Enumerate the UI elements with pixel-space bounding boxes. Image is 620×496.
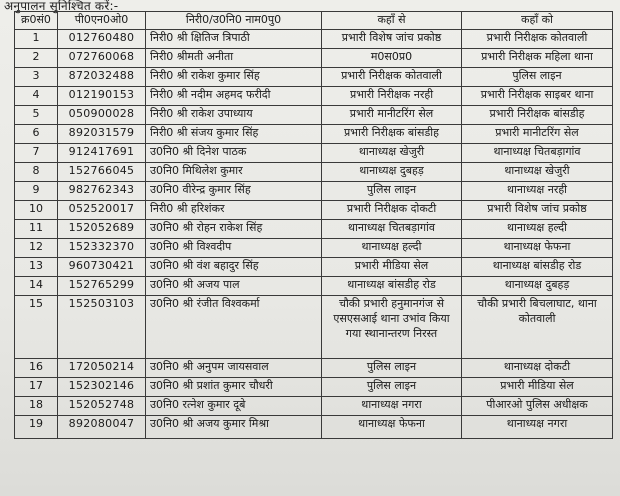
- from-location-cell: प्रभारी मीडिया सेल: [322, 258, 462, 277]
- pno-cell: 152332370: [58, 239, 146, 258]
- table-row: [15, 68, 613, 87]
- name-cell: उ0नि0 श्री विश्वदीप: [146, 239, 322, 258]
- header-from: कहाँ से: [322, 12, 462, 30]
- from-location-cell: चौकी प्रभारी हनुमानगंज से एसएसआई थाना उभांव किया गया स्थानान्तरण निरस्त: [322, 296, 462, 359]
- from-location-cell: प्रभारी निरीक्षक दोकटी: [322, 201, 462, 220]
- to-location-cell: प्रभारी निरीक्षक बांसडीह: [462, 106, 613, 125]
- compliance-heading: अनुपालन सुनिश्चित करें:-: [4, 0, 119, 13]
- to-location-cell: थानाध्यक्ष नगरा: [462, 416, 613, 439]
- transfer-table: [14, 11, 613, 439]
- table-row: [15, 182, 613, 201]
- table-row: [15, 106, 613, 125]
- from-location-cell: म0स0प्र0: [322, 49, 462, 68]
- from-location-cell: प्रभारी निरीक्षक नरही: [322, 87, 462, 106]
- table-row: [15, 397, 613, 416]
- name-cell: निरी0 श्री क्षितिज त्रिपाठी: [146, 30, 322, 49]
- from-location-cell: थानाध्यक्ष नगरा: [322, 397, 462, 416]
- name-cell: उ0नि0 श्री रोहन राकेश सिंह: [146, 220, 322, 239]
- name-cell: उ0नि0 श्री अजय कुमार मिश्रा: [146, 416, 322, 439]
- serial-no-cell: 16: [15, 359, 58, 378]
- table-row: [15, 220, 613, 239]
- from-location-cell: पुलिस लाइन: [322, 359, 462, 378]
- pno-cell: 892080047: [58, 416, 146, 439]
- table-row: [15, 359, 613, 378]
- from-location-cell: प्रभारी निरीक्षक बांसडीह: [322, 125, 462, 144]
- header-rank-name: निरी0/उ0नि0 नाम0पु0: [146, 12, 322, 30]
- serial-no-cell: 3: [15, 68, 58, 87]
- from-location-cell: प्रभारी विशेष जांच प्रकोष्ठ: [322, 30, 462, 49]
- serial-no-cell: 14: [15, 277, 58, 296]
- serial-no-cell: 19: [15, 416, 58, 439]
- from-location-cell: थानाध्यक्ष हल्दी: [322, 239, 462, 258]
- name-cell: उ0नि0 श्री प्रशांत कुमार चौधरी: [146, 378, 322, 397]
- from-location-cell: प्रभारी मानीटरिंग सेल: [322, 106, 462, 125]
- pno-cell: 052520017: [58, 201, 146, 220]
- name-cell: उ0नि0 श्री अजय पाल: [146, 277, 322, 296]
- name-cell: निरी0 श्री राकेश कुमार सिंह: [146, 68, 322, 87]
- pno-cell: 912417691: [58, 144, 146, 163]
- pno-cell: 072760068: [58, 49, 146, 68]
- header-pno: पी0एन0ओ0: [58, 12, 146, 30]
- table-row: [15, 258, 613, 277]
- to-location-cell: थानाध्यक्ष हल्दी: [462, 220, 613, 239]
- to-location-cell: थानाध्यक्ष नरही: [462, 182, 613, 201]
- pno-cell: 960730421: [58, 258, 146, 277]
- to-location-cell: थानाध्यक्ष फेफना: [462, 239, 613, 258]
- from-location-cell: पुलिस लाइन: [322, 182, 462, 201]
- table-row: [15, 30, 613, 49]
- to-location-cell: थानाध्यक्ष बांसडीह रोड: [462, 258, 613, 277]
- serial-no-cell: 8: [15, 163, 58, 182]
- serial-no-cell: 4: [15, 87, 58, 106]
- to-location-cell: थानाध्यक्ष खेजुरी: [462, 163, 613, 182]
- table-row: [15, 163, 613, 182]
- pno-cell: 152503103: [58, 296, 146, 359]
- to-location-cell: पीआरओ पुलिस अधीक्षक: [462, 397, 613, 416]
- name-cell: निरी0 श्री राकेश उपाध्याय: [146, 106, 322, 125]
- serial-no-cell: 12: [15, 239, 58, 258]
- pno-cell: 152052689: [58, 220, 146, 239]
- header-to: कहाँ को: [462, 12, 613, 30]
- name-cell: निरी0 श्री हरिशंकर: [146, 201, 322, 220]
- table-row: [15, 144, 613, 163]
- serial-no-cell: 10: [15, 201, 58, 220]
- name-cell: उ0नि0 श्री रंजीत विश्वकर्मा: [146, 296, 322, 359]
- table-header-row: [15, 12, 613, 30]
- to-location-cell: थानाध्यक्ष चितबड़ागांव: [462, 144, 613, 163]
- pno-cell: 172050214: [58, 359, 146, 378]
- table-row: [15, 296, 613, 359]
- from-location-cell: पुलिस लाइन: [322, 378, 462, 397]
- serial-no-cell: 9: [15, 182, 58, 201]
- from-location-cell: थानाध्यक्ष बांसडीह रोड: [322, 277, 462, 296]
- name-cell: उ0नि0 मिथिलेश कुमार: [146, 163, 322, 182]
- to-location-cell: प्रभारी मानीटरिंग सेल: [462, 125, 613, 144]
- to-location-cell: थानाध्यक्ष दुबहड़: [462, 277, 613, 296]
- serial-no-cell: 13: [15, 258, 58, 277]
- table-row: [15, 378, 613, 397]
- name-cell: निरी0 श्री संजय कुमार सिंह: [146, 125, 322, 144]
- table-row: [15, 87, 613, 106]
- from-location-cell: थानाध्यक्ष चितबड़ागांव: [322, 220, 462, 239]
- serial-no-cell: 6: [15, 125, 58, 144]
- to-location-cell: प्रभारी निरीक्षक महिला थाना: [462, 49, 613, 68]
- serial-no-cell: 11: [15, 220, 58, 239]
- serial-no-cell: 5: [15, 106, 58, 125]
- serial-no-cell: 7: [15, 144, 58, 163]
- pno-cell: 152052748: [58, 397, 146, 416]
- name-cell: निरी0 श्रीमती अनीता: [146, 49, 322, 68]
- pno-cell: 892031579: [58, 125, 146, 144]
- pno-cell: 152302146: [58, 378, 146, 397]
- table-row: [15, 49, 613, 68]
- to-location-cell: प्रभारी निरीक्षक साइबर थाना: [462, 87, 613, 106]
- header-serial-no: क्र0सं0: [15, 12, 58, 30]
- pno-cell: 050900028: [58, 106, 146, 125]
- to-location-cell: चौकी प्रभारी बिचलाघाट, थाना कोतवाली: [462, 296, 613, 359]
- table-row: [15, 125, 613, 144]
- to-location-cell: प्रभारी मीडिया सेल: [462, 378, 613, 397]
- name-cell: उ0नि0 वीरेन्द्र कुमार सिंह: [146, 182, 322, 201]
- serial-no-cell: 1: [15, 30, 58, 49]
- table-row: [15, 277, 613, 296]
- serial-no-cell: 18: [15, 397, 58, 416]
- table-row: [15, 416, 613, 439]
- table-row: [15, 201, 613, 220]
- serial-no-cell: 17: [15, 378, 58, 397]
- serial-no-cell: 2: [15, 49, 58, 68]
- from-location-cell: थानाध्यक्ष दुबहड़: [322, 163, 462, 182]
- to-location-cell: थानाध्यक्ष दोकटी: [462, 359, 613, 378]
- from-location-cell: थानाध्यक्ष खेजुरी: [322, 144, 462, 163]
- to-location-cell: प्रभारी विशेष जांच प्रकोष्ठ: [462, 201, 613, 220]
- to-location-cell: प्रभारी निरीक्षक कोतवाली: [462, 30, 613, 49]
- pno-cell: 152766045: [58, 163, 146, 182]
- name-cell: उ0नि0 श्री दिनेश पाठक: [146, 144, 322, 163]
- from-location-cell: प्रभारी निरीक्षक कोतवाली: [322, 68, 462, 87]
- pno-cell: 872032488: [58, 68, 146, 87]
- name-cell: उ0नि0 रत्नेश कुमार दूबे: [146, 397, 322, 416]
- pno-cell: 982762343: [58, 182, 146, 201]
- name-cell: उ0नि0 श्री वंश बहादुर सिंह: [146, 258, 322, 277]
- name-cell: उ0नि0 श्री अनुपम जायसवाल: [146, 359, 322, 378]
- serial-no-cell: 15: [15, 296, 58, 359]
- table-body: [15, 30, 613, 439]
- table-row: [15, 239, 613, 258]
- pno-cell: 152765299: [58, 277, 146, 296]
- name-cell: निरी0 श्री नदीम अहमद फरीदी: [146, 87, 322, 106]
- pno-cell: 012760480: [58, 30, 146, 49]
- to-location-cell: पुलिस लाइन: [462, 68, 613, 87]
- pno-cell: 012190153: [58, 87, 146, 106]
- from-location-cell: थानाध्यक्ष फेफना: [322, 416, 462, 439]
